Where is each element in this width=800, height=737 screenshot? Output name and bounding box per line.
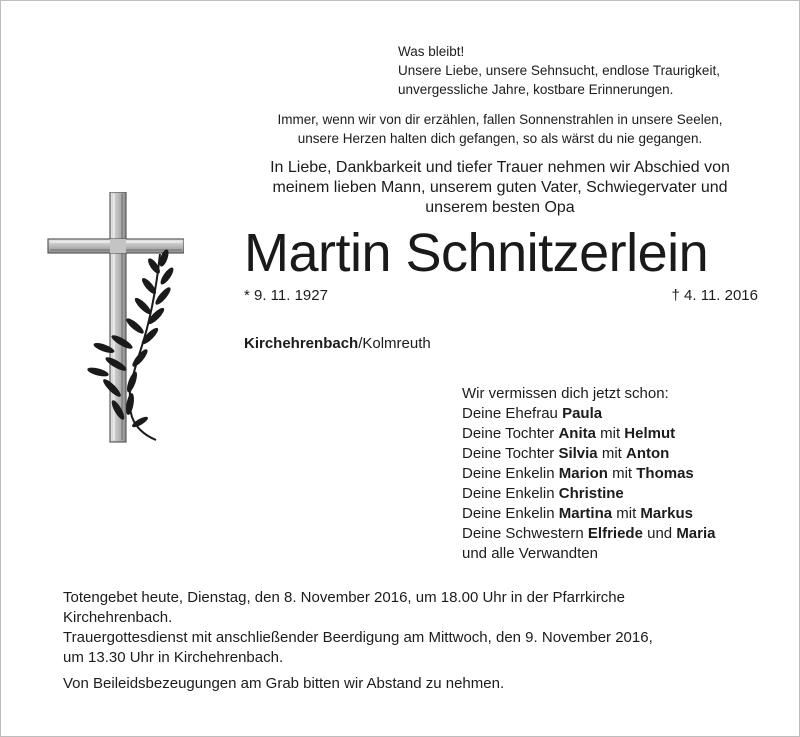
mourner-relation: und <box>642 525 677 542</box>
poem-line: unvergessliche Jahre, kostbare Erinnerungen. <box>398 82 674 97</box>
mourner-name: Anita <box>558 425 596 442</box>
mourner-relation: Deine Enkelin <box>462 505 559 522</box>
mourner-line <box>462 544 716 564</box>
mourner-line <box>462 504 716 524</box>
poem-stanza-1 <box>398 42 720 99</box>
intro-line: meinem lieben Mann, unserem guten Vater, Schwiegervater und <box>272 179 728 196</box>
mourner-relation: mit <box>612 505 641 522</box>
mourner-name: Helmut <box>624 425 676 442</box>
mourner-relation: mit <box>595 425 625 442</box>
mourner-name: Markus <box>640 505 693 522</box>
mourner-relation: Deine Tochter <box>462 445 559 462</box>
mourner-name: Martina <box>558 505 613 522</box>
condolence-request: Von Beileidsbezeugungen am Grab bitten wir Abstand zu nehmen. <box>63 675 505 692</box>
mourner-line <box>462 524 716 544</box>
mourner-line <box>462 444 716 464</box>
farewell-intro <box>240 158 760 218</box>
death-date: † 4. 11. 2016 <box>671 287 758 304</box>
funeral-line: Trauergottesdienst mit anschließender Beerdigung am Mittwoch, den 9. November 2016, <box>63 629 653 646</box>
mourner-relation: Deine Schwestern <box>462 525 588 542</box>
funeral-line: um 13.30 Uhr in Kirchehrenbach. <box>63 649 284 666</box>
mourners-list <box>462 384 716 564</box>
mourners-entries <box>462 404 716 564</box>
intro-line: unserem besten Opa <box>425 199 575 216</box>
hometown <box>244 334 431 354</box>
poem-line: Was bleibt! <box>398 44 465 59</box>
cross-with-palm-branch-icon <box>44 192 184 450</box>
mourner-relation: Deine Tochter <box>462 425 559 442</box>
mourners-heading: Wir vermissen dich jetzt schon: <box>462 385 669 402</box>
mourner-relation: Deine Ehefrau <box>462 405 563 422</box>
service-notice <box>63 588 763 694</box>
mourner-line <box>462 404 716 424</box>
mourner-name: Anton <box>626 445 670 462</box>
birth-date: * 9. 11. 1927 <box>244 287 328 304</box>
poem-stanza-2 <box>240 110 760 148</box>
mourner-name: Marion <box>558 465 608 482</box>
rosary-line: Kirchehrenbach. <box>63 609 173 626</box>
hometown-secondary: /Kolmreuth <box>358 335 431 352</box>
deceased-name: Martin Schnitzerlein <box>244 223 709 283</box>
poem-line: Immer, wenn wir von dir erzählen, fallen Sonnenstrahlen in unsere Seelen, <box>277 112 723 127</box>
mourner-line <box>462 464 716 484</box>
mourner-name: Paula <box>562 405 603 422</box>
poem-line: Unsere Liebe, unsere Sehnsucht, endlose Traurigkeit, <box>398 63 720 78</box>
mourner-relation: und alle Verwandten <box>462 545 598 562</box>
mourner-name: Silvia <box>558 445 598 462</box>
mourner-line <box>462 424 716 444</box>
rosary-line: Totengebet heute, Dienstag, den 8. November 2016, um 18.00 Uhr in der Pfarrkirche <box>63 589 625 606</box>
mourner-relation: Deine Enkelin <box>462 465 559 482</box>
mourner-name: Maria <box>676 525 716 542</box>
mourner-line <box>462 484 716 504</box>
mourner-name: Christine <box>558 485 624 502</box>
mourner-name: Elfriede <box>587 525 643 542</box>
mourner-relation: mit <box>607 465 637 482</box>
mourner-relation: mit <box>597 445 626 462</box>
mourner-name: Thomas <box>636 465 694 482</box>
hometown-primary: Kirchehrenbach <box>244 335 359 352</box>
poem-line: unsere Herzen halten dich gefangen, so als wärst du nie gegangen. <box>297 131 703 146</box>
intro-line: In Liebe, Dankbarkeit und tiefer Trauer nehmen wir Abschied von <box>270 159 730 176</box>
mourner-relation: Deine Enkelin <box>462 485 559 502</box>
